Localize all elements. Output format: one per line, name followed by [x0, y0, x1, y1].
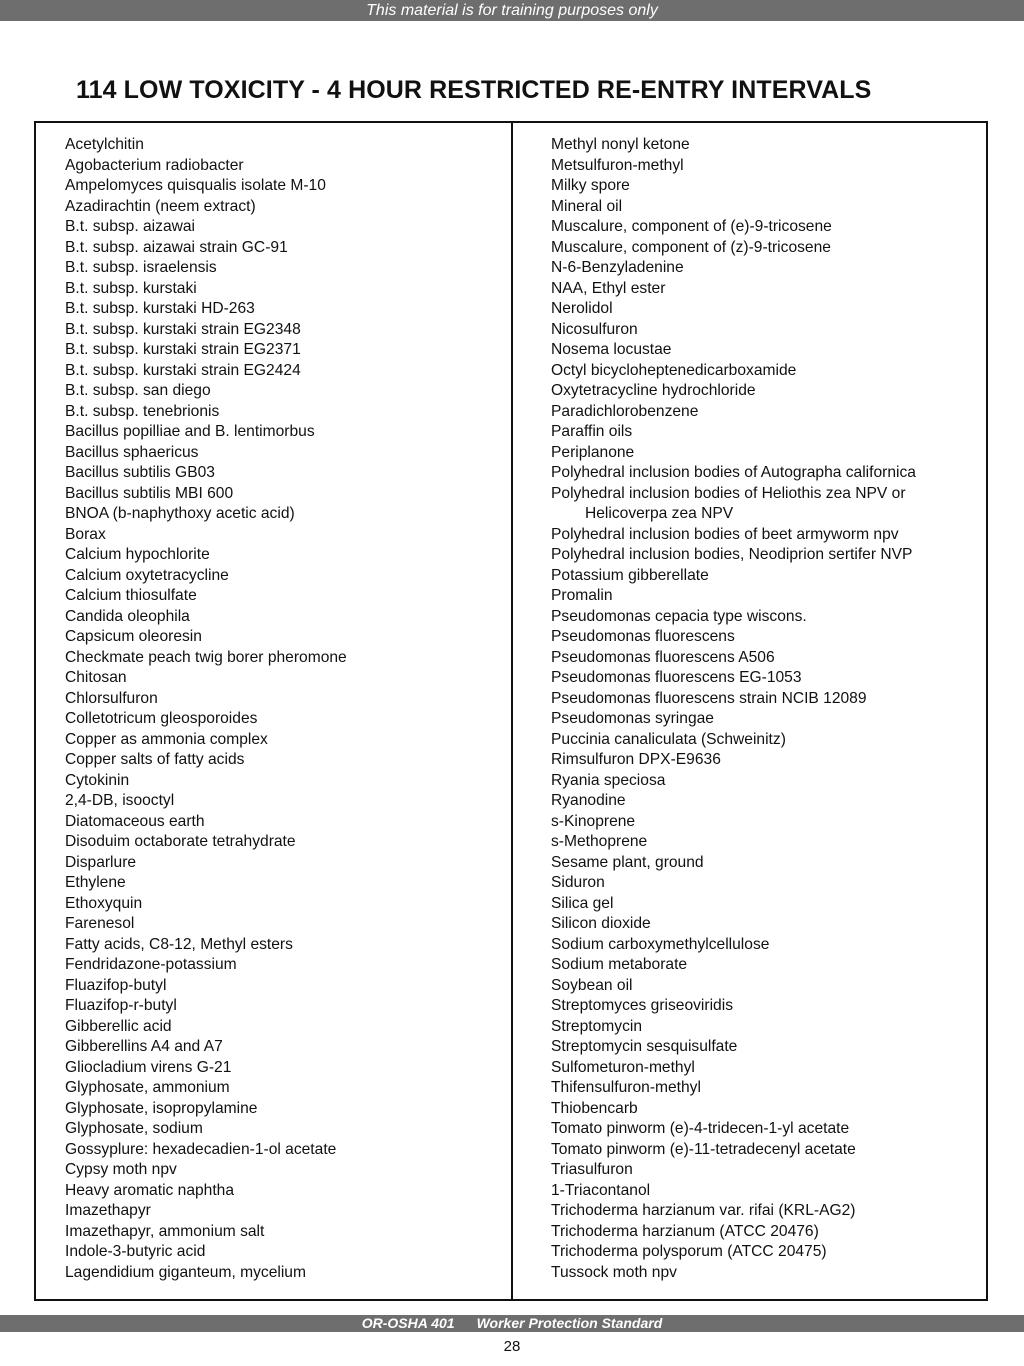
list-item: Fluazifop-butyl [65, 976, 167, 994]
list-item: Gibberellins A4 and A7 [65, 1038, 223, 1055]
list-item: B.t. subsp. kurstaki strain EG2424 [65, 361, 301, 379]
bottom-banner [0, 1315, 1024, 1332]
footer-standard: Worker Protection Standard [476, 1315, 663, 1331]
list-item-text: Siduron [551, 874, 605, 891]
list-item: B.t. subsp. aizawai strain GC-91 [65, 238, 288, 256]
list-item [551, 422, 981, 443]
list-item: Gibberellic acid [65, 1017, 172, 1035]
list-item [551, 730, 981, 751]
list-item: Calcium oxytetracycline [65, 566, 229, 584]
list-item-text: Trichoderma polysporum (ATCC 20475) [551, 1243, 827, 1260]
list-item [551, 1037, 981, 1058]
list-item [551, 197, 981, 218]
list-item [551, 279, 981, 300]
list-item-text: Thifensulfuron-methyl [551, 1079, 701, 1096]
list-item: Chlorsulfuron [65, 689, 158, 707]
list-item [551, 668, 981, 689]
list-item [551, 484, 981, 525]
list-item [551, 566, 981, 587]
list-item [551, 156, 981, 177]
list-item: Capsicum oleoresin [65, 628, 202, 645]
list-item-text: Rimsulfuron DPX-E9636 [551, 751, 721, 768]
list-item: Azadirachtin (neem extract) [65, 197, 256, 215]
list-item-text: Paraffin oils [551, 423, 633, 440]
list-item-text: Puccinia canaliculata (Schweinitz) [551, 730, 786, 748]
footer-course: OR-OSHA 401 [361, 1315, 455, 1331]
list-item: Glyphosate, sodium [65, 1120, 203, 1137]
list-item-text: Oxytetracycline hydrochloride [551, 382, 756, 399]
list-item: Disoduim octaborate tetrahydrate [65, 833, 296, 850]
top-banner [0, 0, 1024, 21]
list-item [551, 914, 981, 935]
list-item-text: Tomato pinworm (e)-4-tridecen-1-yl acetate [551, 1120, 850, 1137]
list-item: Borax [65, 525, 106, 543]
list-item-text: Pseudomonas fluorescens strain NCIB 12089 [551, 689, 867, 707]
column-divider [511, 121, 513, 1301]
list-item: B.t. subsp. kurstaki [65, 279, 197, 297]
list-item-text: Metsulfuron-methyl [551, 156, 684, 174]
list-item [551, 463, 981, 484]
list-item [551, 1263, 981, 1284]
list-item-text: 1-Triacontanol [551, 1181, 651, 1199]
list-item-text: Polyhedral inclusion bodies of Autographa californica [551, 464, 916, 481]
list-item: Indole-3-butyric acid [65, 1243, 206, 1260]
list-item-continuation: Helicoverpa zea NPV [585, 505, 734, 522]
list-item-text: Streptomycin [551, 1017, 642, 1035]
list-item: B.t. subsp. san diego [65, 382, 211, 399]
list-item [551, 320, 981, 341]
right-column-list [551, 135, 981, 1283]
list-item [551, 1078, 981, 1099]
list-item: Imazethapyr, ammonium salt [65, 1222, 265, 1240]
list-item: Bacillus subtilis MBI 600 [65, 484, 234, 502]
list-item: 2,4-DB, isooctyl [65, 792, 175, 809]
list-item-text: Pseudomonas fluorescens [551, 628, 735, 645]
list-item [551, 258, 981, 279]
list-item-text: Periplanone [551, 443, 635, 461]
list-item [551, 607, 981, 628]
list-item-text: Soybean oil [551, 976, 633, 994]
list-item-text: Pseudomonas fluorescens A506 [551, 648, 775, 666]
list-item-text: s-Kinoprene [551, 812, 636, 830]
list-item-text: Polyhedral inclusion bodies, Neodiprion sertifer NVP [551, 546, 913, 563]
list-item [551, 135, 981, 156]
list-item [551, 689, 981, 710]
list-item-text: Pseudomonas syringae [551, 710, 714, 727]
list-item [551, 340, 981, 361]
list-item: Bacillus sphaericus [65, 443, 199, 461]
list-item-text: Polyhedral inclusion bodies of beet armyworm npv [551, 525, 899, 543]
list-item [551, 832, 981, 853]
list-item: Glyphosate, ammonium [65, 1079, 230, 1096]
list-item-text: Promalin [551, 587, 613, 604]
list-item [551, 217, 981, 238]
list-item-text: Sesame plant, ground [551, 853, 704, 871]
list-item [551, 525, 981, 546]
list-item [551, 976, 981, 997]
list-item [551, 361, 981, 382]
list-item [551, 1140, 981, 1161]
list-item [551, 853, 981, 874]
list-item-text: Trichoderma harzianum var. rifai (KRL-AG2) [551, 1202, 856, 1219]
list-item: Copper as ammonia complex [65, 730, 268, 748]
list-item-text: Tussock moth npv [551, 1263, 677, 1281]
list-item-text: Nosema locustae [551, 341, 672, 358]
list-item: Ethoxyquin [65, 894, 143, 912]
list-item [551, 545, 981, 566]
list-item: Lagendidium giganteum, mycelium [65, 1263, 306, 1281]
list-item: Fendridazone-potassium [65, 956, 237, 973]
list-item-text: Pseudomonas fluorescens EG-1053 [551, 669, 802, 686]
list-item [551, 771, 981, 792]
list-item: Glyphosate, isopropylamine [65, 1099, 258, 1117]
list-item-text: Ryania speciosa [551, 771, 666, 789]
list-item-text: N-6-Benzyladenine [551, 259, 684, 276]
page-title: 114 LOW TOXICITY - 4 HOUR RESTRICTED RE-ENTRY INTERVALS [76, 76, 872, 104]
list-item-text: Paradichlorobenzene [551, 402, 699, 420]
list-item-text: Sodium metaborate [551, 956, 688, 973]
list-item: Chitosan [65, 669, 127, 686]
list-item [551, 812, 981, 833]
list-item: Cytokinin [65, 771, 130, 789]
list-item [551, 935, 981, 956]
training-notice: This material is for training purposes only [366, 2, 658, 19]
list-item [551, 1181, 981, 1202]
list-item-text: Polyhedral inclusion bodies of Heliothis zea NPV or [551, 484, 906, 502]
list-item [551, 1017, 981, 1038]
list-item: Candida oleophila [65, 607, 190, 625]
list-item [551, 648, 981, 669]
list-item-text: Mineral oil [551, 197, 623, 215]
list-item: Ethylene [65, 874, 126, 891]
list-item: Gliocladium virens G-21 [65, 1058, 232, 1076]
list-item: Fluazifop-r-butyl [65, 997, 177, 1014]
list-item: Fatty acids, C8-12, Methyl esters [65, 935, 293, 953]
list-item [551, 381, 981, 402]
list-item [551, 238, 981, 259]
list-item: Colletotricum gleosporoides [65, 710, 258, 727]
list-item: Gossyplure: hexadecadien-1-ol acetate [65, 1140, 337, 1158]
list-item: BNOA (b-naphythoxy acetic acid) [65, 505, 295, 522]
list-item [551, 955, 981, 976]
list-item: Disparlure [65, 853, 137, 871]
list-item-text: Octyl bicycloheptenedicarboxamide [551, 361, 797, 379]
list-item-text: Nerolidol [551, 300, 613, 317]
list-item: Calcium hypochlorite [65, 546, 210, 563]
list-item-text: Pseudomonas cepacia type wiscons. [551, 607, 807, 625]
list-item-text: Thiobencarb [551, 1099, 638, 1117]
list-item [551, 1222, 981, 1243]
list-item: Farenesol [65, 915, 135, 932]
list-item: B.t. subsp. kurstaki strain EG2371 [65, 341, 301, 358]
list-item-text: s-Methoprene [551, 833, 648, 850]
list-item: B.t. subsp. israelensis [65, 259, 217, 276]
list-item [551, 1242, 981, 1263]
list-item [551, 176, 981, 197]
list-item-text: Potassium gibberellate [551, 566, 709, 584]
list-item-text: Milky spore [551, 177, 630, 194]
list-item: Copper salts of fatty acids [65, 751, 245, 768]
list-item-text: Ryanodine [551, 792, 626, 809]
list-item [551, 586, 981, 607]
list-item-text: Tomato pinworm (e)-11-tetradecenyl acetate [551, 1140, 856, 1158]
list-item: Checkmate peach twig borer pheromone [65, 648, 347, 666]
list-item [551, 750, 981, 771]
list-item-text: Triasulfuron [551, 1161, 633, 1178]
list-item-text: Nicosulfuron [551, 320, 638, 338]
list-item-text: Streptomycin sesquisulfate [551, 1038, 738, 1055]
list-item: Bacillus subtilis GB03 [65, 464, 215, 481]
list-item: Diatomaceous earth [65, 812, 205, 830]
list-item-text: Streptomyces griseoviridis [551, 997, 733, 1014]
list-item: B.t. subsp. aizawai [65, 218, 196, 235]
list-item-text: Silica gel [551, 894, 614, 912]
list-item: Calcium thiosulfate [65, 587, 197, 604]
list-item: Heavy aromatic naphtha [65, 1181, 235, 1199]
list-item [551, 1058, 981, 1079]
list-item [551, 443, 981, 464]
list-item [551, 791, 981, 812]
list-item [551, 894, 981, 915]
list-item-text: Methyl nonyl ketone [551, 136, 690, 153]
list-item: B.t. subsp. kurstaki HD-263 [65, 300, 255, 317]
list-item-text: Silicon dioxide [551, 915, 651, 932]
list-item-text: Sodium carboxymethylcellulose [551, 935, 770, 953]
list-item-text: Muscalure, component of (e)-9-tricosene [551, 218, 832, 235]
page-number: 28 [503, 1338, 521, 1355]
list-item [551, 1160, 981, 1181]
list-item [551, 873, 981, 894]
list-item [551, 709, 981, 730]
list-item [551, 627, 981, 648]
list-item: Cypsy moth npv [65, 1161, 177, 1178]
list-item-text: NAA, Ethyl ester [551, 279, 666, 297]
list-item [551, 996, 981, 1017]
list-item [551, 1201, 981, 1222]
list-item: Imazethapyr [65, 1202, 151, 1219]
list-item: B.t. subsp. tenebrionis [65, 402, 220, 420]
list-item: B.t. subsp. kurstaki strain EG2348 [65, 320, 301, 338]
list-item: Agobacterium radiobacter [65, 156, 244, 174]
list-item-text: Sulfometuron-methyl [551, 1058, 695, 1076]
list-item-text: Muscalure, component of (z)-9-tricosene [551, 238, 831, 256]
list-item [551, 1119, 981, 1140]
list-item [551, 299, 981, 320]
list-item: Bacillus popilliae and B. lentimorbus [65, 423, 315, 440]
left-column-list [65, 135, 505, 1283]
list-item: Ampelomyces quisqualis isolate M-10 [65, 177, 326, 194]
list-item-text: Trichoderma harzianum (ATCC 20476) [551, 1222, 819, 1240]
list-item [551, 402, 981, 423]
list-item: Acetylchitin [65, 136, 144, 153]
list-item [551, 1099, 981, 1120]
